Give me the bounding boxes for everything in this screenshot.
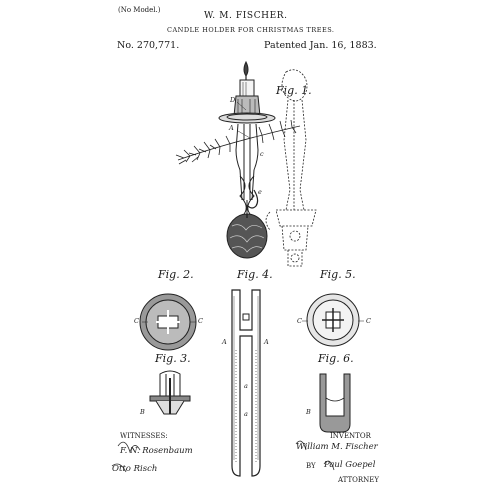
model-note: (No Model.) — [118, 6, 161, 14]
letter-a-fig4-left: A — [222, 338, 227, 346]
inventor-signature: William M. Fischer — [296, 442, 378, 452]
fig3-label: Fig. 3. — [155, 352, 191, 365]
witness2-signature: Otto Risch — [112, 464, 158, 474]
witness1-signature: F. N. Rosenbaum — [120, 446, 193, 456]
inventor-name: W. M. FISCHER. — [204, 11, 288, 21]
letter-a-fig4-right: A — [264, 338, 269, 346]
candle-holder-illustration — [219, 62, 275, 258]
letter-c-right: C — [198, 317, 203, 325]
attorney-label: ATTORNEY — [338, 476, 380, 484]
letter-c: c — [260, 150, 264, 158]
fig6-label: Fig. 6. — [318, 352, 354, 365]
fig4-label: Fig. 4. — [237, 268, 273, 281]
fig5-illustration — [307, 294, 359, 346]
fig5-label: Fig. 5. — [320, 268, 356, 281]
letter-b-fig3: B — [140, 408, 145, 416]
fig1-label: Fig. 1. — [276, 84, 312, 97]
patent-title: CANDLE HOLDER FOR CHRISTMAS TREES. — [167, 26, 335, 34]
patent-number: No. 270,771. — [117, 40, 180, 51]
letter-a-fig4-low2: a — [244, 410, 248, 418]
by-label: BY — [306, 462, 316, 470]
letter-b-fig6: B — [306, 408, 311, 416]
fig6-illustration — [320, 374, 350, 432]
fig3-illustration — [150, 371, 190, 414]
letter-c-left: C — [134, 317, 139, 325]
letter-a-main: A — [229, 124, 234, 132]
attorney-signature: Paul Goepel — [324, 460, 376, 470]
letter-d: D — [230, 96, 236, 104]
witnesses-label: WITNESSES: — [120, 432, 168, 440]
fig2-illustration — [140, 294, 196, 350]
letter-c-fig5-right: C — [366, 317, 371, 325]
letter-a-fig4-lower: a — [244, 382, 248, 390]
letter-c-fig5-left: C — [297, 317, 302, 325]
inventor-label: INVENTOR — [330, 432, 371, 440]
letter-e: e — [258, 188, 262, 196]
patent-date: Patented Jan. 16, 1883. — [264, 40, 377, 51]
fig1-dotted-view — [266, 70, 316, 266]
fig2-label: Fig. 2. — [158, 268, 194, 281]
